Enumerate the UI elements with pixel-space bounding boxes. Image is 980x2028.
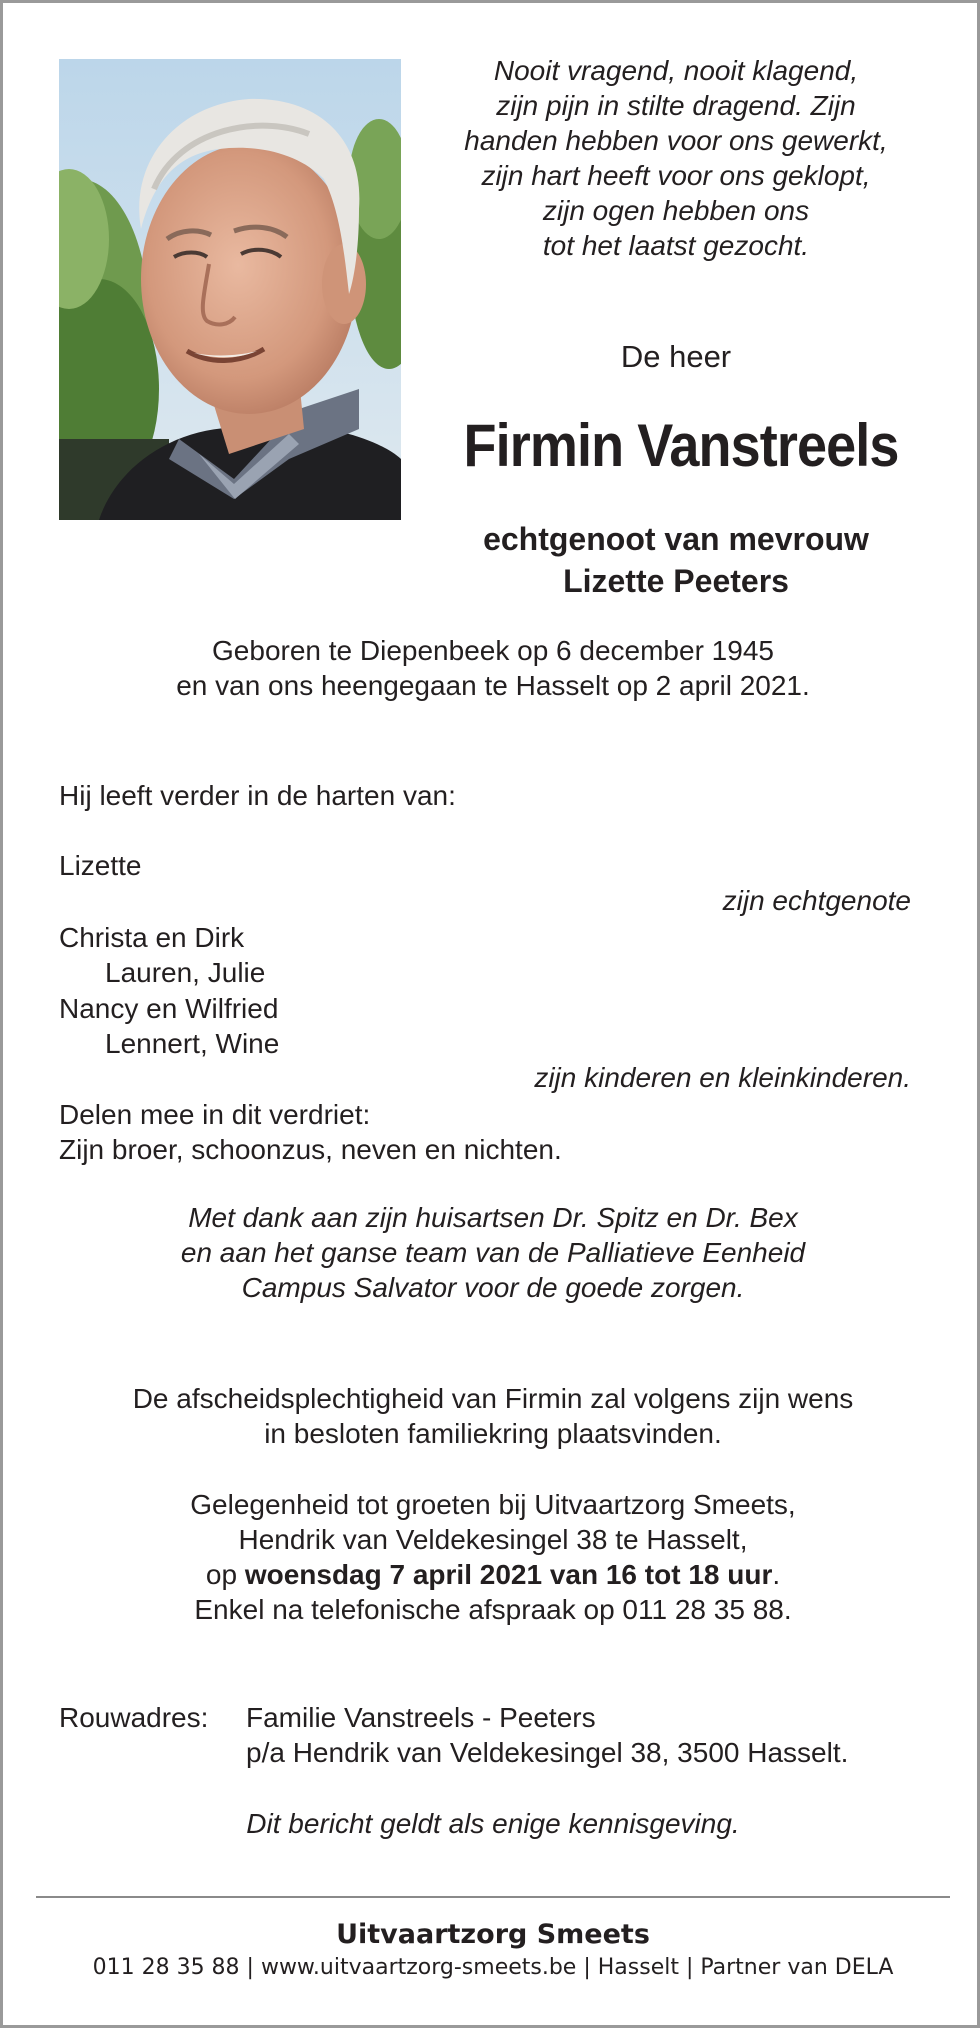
address-label: Rouwadres:: [59, 1702, 209, 1733]
visitation-info: [59, 1487, 927, 1627]
ceremony-note: [59, 1381, 927, 1451]
thanks-note: [59, 1200, 927, 1305]
poem-line: handen hebben voor ons gewerkt,: [464, 125, 888, 156]
family-grandchildren-2: Lennert, Wine: [105, 1028, 280, 1059]
funeral-home-contact: 011 28 35 88 | www.uitvaartzorg-smeets.be | Hasselt | Partner van DELA: [92, 1955, 894, 1980]
family-child-2: Nancy en Wilfried: [59, 993, 279, 1024]
life-dates: [59, 633, 927, 703]
family-child-1: Christa en Dirk: [59, 922, 245, 953]
portrait-photo: [59, 59, 401, 520]
spouse-line-1: echtgenoot van mevrouw: [483, 521, 869, 557]
poem-line: Nooit vragend, nooit klagend,: [493, 55, 859, 86]
family-spouse-name: Lizette: [59, 850, 142, 881]
family-spouse-role: zijn echtgenote: [722, 885, 911, 916]
poem: [426, 53, 926, 263]
family-share-list: Zijn broer, schoonzus, neven en nichten.: [59, 1134, 562, 1165]
visitation-datetime: woensdag 7 april 2021 van 16 tot 18 uur: [244, 1559, 773, 1590]
family-share-intro: Delen mee in dit verdriet:: [59, 1099, 371, 1130]
thanks-line: Campus Salvator voor de goede zorgen.: [241, 1272, 745, 1303]
visitation-prefix: op: [205, 1559, 245, 1590]
deceased-name: Firmin Vanstreels: [463, 412, 899, 479]
ceremony-line: in besloten familiekring plaatsvinden.: [264, 1418, 722, 1449]
poem-line: zijn hart heeft voor ons geklopt,: [481, 160, 871, 191]
spouse-line-2: Lizette Peeters: [563, 563, 789, 599]
address-line-2: p/a Hendrik van Veldekesingel 38, 3500 Hasselt.: [246, 1737, 849, 1768]
thanks-line: Met dank aan zijn huisartsen Dr. Spitz en Dr. Bex: [188, 1202, 798, 1233]
notice: Dit bericht geldt als enige kennisgeving.: [246, 1808, 740, 1839]
poem-line: zijn ogen hebben ons: [542, 195, 810, 226]
visitation-line-2: Hendrik van Veldekesingel 38 te Hasselt,: [238, 1524, 748, 1555]
spouse-info: [426, 518, 926, 602]
death-line: en van ons heengegaan te Hasselt op 2 april 2021.: [176, 670, 810, 701]
family-grandchildren-1: Lauren, Julie: [105, 957, 266, 988]
family-children-role: zijn kinderen en kleinkinderen.: [534, 1062, 911, 1093]
poem-line: zijn pijn in stilte dragend. Zijn: [496, 90, 856, 121]
thanks-line: en aan het ganse team van de Palliatieve Eenheid: [180, 1237, 806, 1268]
ceremony-line: De afscheidsplechtigheid van Firmin zal volgens zijn wens: [132, 1383, 854, 1414]
visitation-line-1: Gelegenheid tot groeten bij Uitvaartzorg Smeets,: [190, 1489, 796, 1520]
poem-line: tot het laatst gezocht.: [542, 230, 810, 261]
visitation-suffix: .: [772, 1559, 781, 1590]
address-line-1: Familie Vanstreels - Peeters: [246, 1702, 596, 1733]
birth-line: Geboren te Diepenbeek op 6 december 1945: [212, 635, 774, 666]
footer-divider: [36, 1896, 950, 1898]
funeral-home-name: Uitvaartzorg Smeets: [336, 1919, 650, 1950]
visitation-line-3: [59, 1557, 927, 1592]
honorific: De heer: [620, 339, 732, 374]
family-intro: Hij leeft verder in de harten van:: [59, 780, 456, 811]
visitation-line-4: Enkel na telefonische afspraak op 011 28 35 88.: [194, 1594, 792, 1625]
